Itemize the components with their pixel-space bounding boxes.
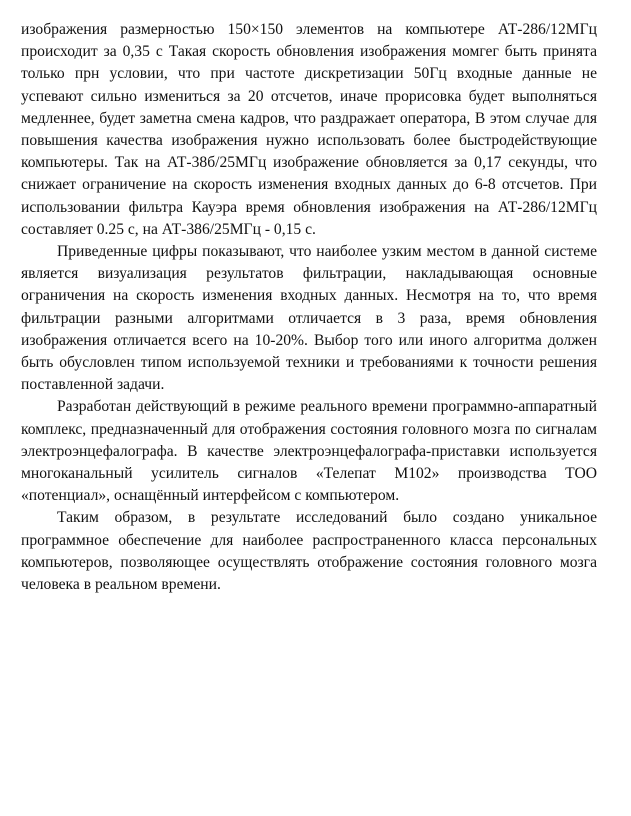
paragraph-continued-text: изображения размерностью 150×150 элементов на компьютере АТ-286/12МГц происходит за 0,35 с Такая скорость обновления изображения момгег быть принята только прн условии, что при частоте дискретизации 50Гц входные данные не успевают сильно измениться за 20 отсчетов, иначе прорисовка будет выполняться медленнее, будет заметна смена кадров, что раздражает оператора, В этом случае для повышения качества изображения нужно использовать более быстродействующие компьютеры. Так на АТ-38б/25МГц изображение обновляется за 0,17 секунды, что снижает ограничение на скорость изменения входных данных до 6-8 отсчетов. При использовании фильтра Кауэра время обновления изображения на АТ-286/12МГц составляет 0.25 с, на АТ-386/25МГц - 0,15 с. xyxy=(21,21,597,238)
paragraph-conclusion: Таким образом, в результате исследований было создано уникальное программное обеспечение для наиболее распространенного класса персональных компьютеров, позволяющее осуществлять отображение состояния головного мозга человека в реальном времени. xyxy=(21,509,597,594)
paragraph-complex-description: Разработан действующий в режиме реального времени программно-аппаратный комплекс, предназначенный для отображения состояния головного мозга по сигналам электроэнцефалографа. В качестве электроэнцефалографа-приставки используется многоканальный усилитель сигналов «Телепат М102» производства ТОО «потенциал», оснащённый интерфейсом с компьютером. xyxy=(21,398,597,505)
document-page xyxy=(21,19,597,596)
paragraph-figures-analysis: Приведенные цифры показывают, что наиболее узким местом в данной системе является визуализация результатов фильтрации, накладывающая основные ограничения на скорость изменения входных данных. Несмотря на то, что время фильтрации разными алгоритмами отличается в 3 раза, время обновления изображения отличается всего на 10-20%. Выбор того или иного алгоритма должен быть обусловлен типом используемой техники и требованиями к точности решения поставленной задачи. xyxy=(21,243,597,394)
